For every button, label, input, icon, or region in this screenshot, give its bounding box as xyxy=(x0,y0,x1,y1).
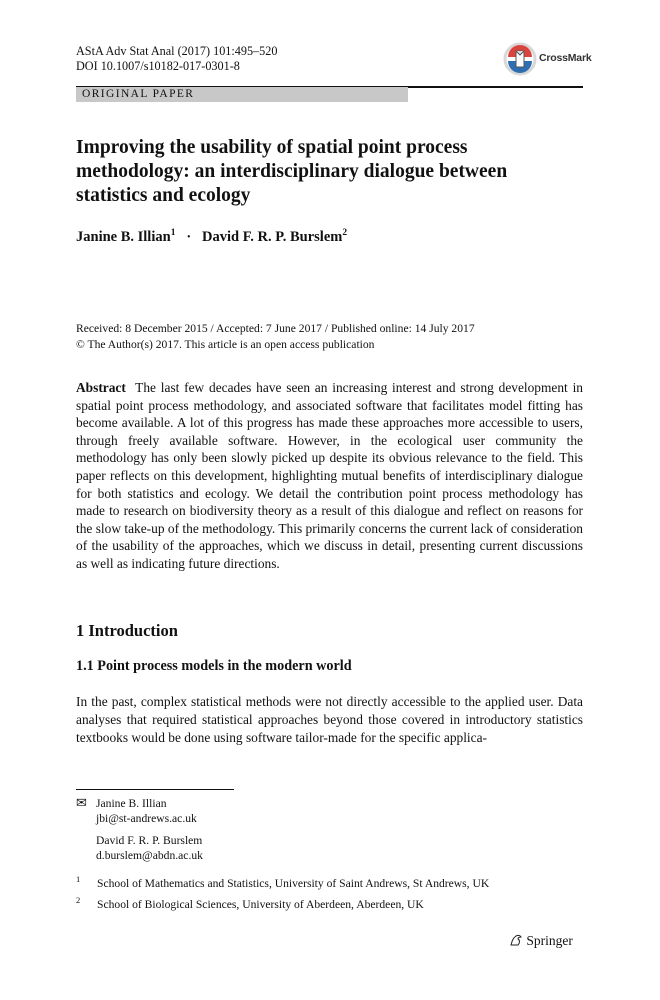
crossmark-icon xyxy=(503,42,537,76)
correspondence-email[interactable]: d.burslem@abdn.ac.uk xyxy=(96,849,203,862)
article-title: Improving the usability of spatial point process methodology: an interdisciplinary dialogue between statistics and ecology xyxy=(76,137,508,206)
publisher-name: Springer xyxy=(526,933,573,948)
publication-history xyxy=(76,321,475,352)
author-name[interactable]: Janine B. Illian xyxy=(76,228,171,245)
affiliation-text: School of Biological Sciences, University of Aberdeen, Aberdeen, UK xyxy=(97,898,424,911)
doi[interactable]: DOI 10.1007/s10182-017-0301-8 xyxy=(76,59,240,73)
correspondence-email[interactable]: jbi@st-andrews.ac.uk xyxy=(96,812,197,825)
subsection-heading: 1.1 Point process models in the modern world xyxy=(76,658,352,674)
copyright-line: © The Author(s) 2017. This article is an open access publication xyxy=(76,337,375,351)
author-list xyxy=(76,228,347,246)
crossmark-badge[interactable] xyxy=(503,42,592,76)
correspondence-author: Janine B. Illian xyxy=(96,797,167,810)
abstract-label: Abstract xyxy=(76,380,126,395)
dates-line: Received: 8 December 2015 / Accepted: 7 June 2017 / Published online: 14 July 2017 xyxy=(76,322,475,335)
author-affil-mark: 2 xyxy=(342,228,348,238)
abstract-text: The last few decades have seen an increasing interest and strong development in spatial point process methodology, and associated software that facilitates model fitting has become available. A lot of this progress has made these approaches more accessible to users, through freely available software. However, in the ecological user community the methodology has only been slowly picked up despite its obvious relevance to the field. This paper reflects on this development, highlighting mutual benefits of interdisciplinary dialogue for both statistics and ecology. We detail the contribution point process methodology has made to research on biodiversity theory as a result of this dialogue and reflect on reasons for the slow take-up of the methodology. This primarily concerns the current lack of consideration of the usability of the approaches, which we discuss in detail, presenting current discussions as well as indicating future directions. xyxy=(76,380,583,571)
correspondence-author: David F. R. P. Burslem xyxy=(96,834,203,847)
author-name[interactable]: David F. R. P. Burslem xyxy=(202,228,343,245)
paper-type-label: ORIGINAL PAPER xyxy=(76,87,408,102)
body-paragraph: In the past, complex statistical methods were not directly accessible to the applied user. Data analyses that required statistical approaches beyond those covered in introductory statistics textbooks would be done using software tailor-made for the specific applica- xyxy=(76,694,583,745)
affiliation-text: School of Mathematics and Statistics, University of Saint Andrews, St Andrews, UK xyxy=(97,877,490,890)
publisher-logo xyxy=(509,933,573,949)
envelope-icon: ✉ xyxy=(76,795,87,810)
affiliation-number: 2 xyxy=(76,895,81,905)
author-separator: · xyxy=(186,228,192,245)
springer-horse-icon xyxy=(509,933,523,947)
journal-citation: AStA Adv Stat Anal (2017) 101:495–520 xyxy=(76,44,278,58)
affiliation-number: 1 xyxy=(76,874,81,884)
journal-header xyxy=(76,44,277,74)
author-affil-mark: 1 xyxy=(170,228,176,238)
abstract xyxy=(76,379,583,573)
footnote-rule xyxy=(76,789,234,790)
section-heading: 1 Introduction xyxy=(76,621,178,640)
crossmark-label: CrossMark xyxy=(539,52,592,64)
